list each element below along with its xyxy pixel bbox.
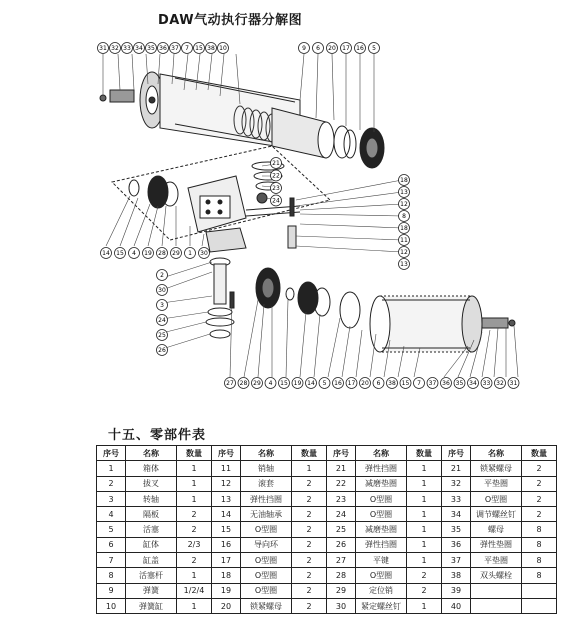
callout-number: 4 <box>132 250 136 257</box>
callout-top-left <box>158 43 169 54</box>
part-qty-cell: 8 <box>522 522 557 537</box>
part-qty-cell: 2/3 <box>177 537 212 552</box>
part-qty-cell: 1 <box>407 598 442 613</box>
callout-number: 13 <box>400 189 408 196</box>
part-name-cell: 名称 <box>126 446 177 461</box>
callout-number: 22 <box>272 172 280 180</box>
part-qty-cell: 2 <box>522 461 557 476</box>
part-number-cell: 21 <box>327 461 356 476</box>
part-qty-cell: 2 <box>292 583 327 598</box>
part-number-cell: 5 <box>97 522 126 537</box>
part-qty-cell: 2 <box>292 537 327 552</box>
part-name-cell: O型圈 <box>356 507 407 522</box>
part-name-cell: 弹性挡圈 <box>356 461 407 476</box>
callout-bottom-row <box>265 378 276 389</box>
callout-number: 18 <box>400 225 408 232</box>
part-name-cell <box>471 583 522 598</box>
callout-bottom-row <box>508 378 519 389</box>
part-qty-cell: 1 <box>407 537 442 552</box>
part-number-cell: 序号 <box>97 446 126 461</box>
callout-number: 37 <box>428 380 437 387</box>
part-name-cell: 螺母 <box>471 522 522 537</box>
callout-number: 12 <box>400 249 408 256</box>
callout-number: 24 <box>158 317 166 324</box>
part-qty-cell: 2 <box>177 553 212 568</box>
callout-number: 37 <box>171 45 179 52</box>
part-qty-cell: 1 <box>292 461 327 476</box>
callout-top-left <box>98 43 109 54</box>
callout-number: 34 <box>469 380 477 387</box>
part-number-cell: 11 <box>212 461 241 476</box>
part-name-cell: 名称 <box>241 446 292 461</box>
part-name-cell: O型圈 <box>356 491 407 506</box>
callout-top-right <box>369 43 380 54</box>
table-row <box>97 491 557 506</box>
part-name-cell: 弹性垫圈 <box>471 537 522 552</box>
callout-number: 38 <box>388 380 396 387</box>
callout-bottom-row <box>427 378 438 389</box>
part-name-cell: 锁紧螺母 <box>241 598 292 613</box>
callout-mid-right <box>399 247 410 258</box>
part-number-cell: 9 <box>97 583 126 598</box>
part-name-cell: O型圈 <box>241 583 292 598</box>
page-title: DAW气动执行器分解图 <box>158 13 303 28</box>
callout-left-column <box>157 330 168 341</box>
center-body-assembly <box>112 146 330 338</box>
part-name-cell: 双头螺栓 <box>471 568 522 583</box>
part-name-cell: 无油轴承 <box>241 507 292 522</box>
callout-left-column <box>157 270 168 281</box>
callout-bottom-row <box>468 378 479 389</box>
callout-number: 8 <box>402 213 406 220</box>
part-qty-cell: 8 <box>522 537 557 552</box>
part-name-cell: 平键 <box>356 553 407 568</box>
part-number-cell: 14 <box>212 507 241 522</box>
callout-number: 17 <box>347 380 356 387</box>
part-number-cell: 27 <box>327 553 356 568</box>
callout-number: 38 <box>207 45 215 52</box>
callout-left-bottom <box>129 248 140 259</box>
callout-number: 24 <box>272 197 280 205</box>
callout-number: 33 <box>123 45 131 52</box>
part-qty-cell: 8 <box>522 553 557 568</box>
callout-left-column <box>157 300 168 311</box>
callout-mid-right <box>271 195 282 206</box>
part-name-cell: 拔叉 <box>126 476 177 491</box>
part-number-cell: 13 <box>212 491 241 506</box>
callout-number: 14 <box>102 250 110 257</box>
callout-top-left <box>170 43 181 54</box>
callout-number: 6 <box>316 45 320 52</box>
callout-left-bottom <box>185 248 196 259</box>
parts-table-heading: 十五、零部件表 <box>108 428 207 443</box>
callout-top-left <box>122 43 133 54</box>
callout-left-bottom <box>157 248 168 259</box>
part-name-cell: 减磨垫圈 <box>356 476 407 491</box>
callout-mid-right <box>399 175 410 186</box>
part-number-cell: 17 <box>212 553 241 568</box>
part-name-cell: 转轴 <box>126 491 177 506</box>
callout-top-left <box>206 43 217 54</box>
callout-bottom-row <box>252 378 263 389</box>
part-number-cell: 23 <box>327 491 356 506</box>
part-number-cell: 37 <box>442 553 471 568</box>
part-name-cell: 滚套 <box>241 476 292 491</box>
part-name-cell: 缸盖 <box>126 553 177 568</box>
table-header-row <box>97 446 557 461</box>
part-name-cell: 弹性挡圈 <box>356 537 407 552</box>
part-number-cell: 18 <box>212 568 241 583</box>
part-number-cell: 26 <box>327 537 356 552</box>
part-qty-cell: 2 <box>292 568 327 583</box>
part-number-cell: 35 <box>442 522 471 537</box>
table-row <box>97 507 557 522</box>
callout-number: 19 <box>293 380 302 387</box>
part-qty-cell <box>522 583 557 598</box>
callout-left-bottom <box>101 248 112 259</box>
part-number-cell: 1 <box>97 461 126 476</box>
callout-left-bottom <box>171 248 182 259</box>
part-name-cell: 锁紧螺母 <box>471 461 522 476</box>
callout-number: 23 <box>272 185 280 192</box>
part-qty-cell: 2 <box>407 583 442 598</box>
callout-bottom-row <box>373 378 384 389</box>
part-number-cell: 21 <box>442 461 471 476</box>
part-number-cell: 22 <box>327 476 356 491</box>
part-number-cell: 38 <box>442 568 471 583</box>
part-qty-cell: 2 <box>292 522 327 537</box>
callout-bottom-row <box>481 378 492 389</box>
part-number-cell: 34 <box>442 507 471 522</box>
callout-number: 30 <box>158 287 166 294</box>
callout-number: 12 <box>400 201 408 208</box>
part-number-cell: 30 <box>327 598 356 613</box>
callout-top-left <box>134 43 145 54</box>
part-qty-cell <box>522 598 557 613</box>
callout-number: 29 <box>253 380 261 387</box>
part-name-cell: 隔板 <box>126 507 177 522</box>
callout-bottom-row <box>319 378 330 389</box>
part-number-cell: 24 <box>327 507 356 522</box>
part-qty-cell: 2 <box>522 476 557 491</box>
part-number-cell: 4 <box>97 507 126 522</box>
callout-number: 36 <box>442 380 450 387</box>
part-number-cell: 20 <box>212 598 241 613</box>
callout-number: 1 <box>188 250 192 257</box>
part-number-cell: 29 <box>327 583 356 598</box>
callout-number: 11 <box>400 237 408 244</box>
callout-bottom-row <box>238 378 249 389</box>
callout-number: 5 <box>372 45 376 52</box>
callout-mid-right <box>399 187 410 198</box>
table-row <box>97 537 557 552</box>
part-name-cell: 活塞杆 <box>126 568 177 583</box>
part-qty-cell: 1 <box>177 568 212 583</box>
callout-bottom-row <box>400 378 411 389</box>
callout-left-bottom <box>143 248 154 259</box>
callout-number: 3 <box>160 302 164 309</box>
callout-mid-right <box>399 259 410 270</box>
callout-number: 28 <box>239 380 248 387</box>
callout-number: 14 <box>307 380 315 387</box>
part-qty-cell: 8 <box>522 568 557 583</box>
part-number-cell: 36 <box>442 537 471 552</box>
callout-number: 9 <box>302 45 306 52</box>
callout-number: 16 <box>334 380 342 387</box>
part-number-cell: 2 <box>97 476 126 491</box>
part-number-cell: 25 <box>327 522 356 537</box>
callout-bottom-row <box>279 378 290 389</box>
callout-number: 16 <box>356 45 364 52</box>
callout-number: 4 <box>268 380 273 387</box>
callout-top-right <box>299 43 310 54</box>
callout-number: 15 <box>195 45 203 52</box>
callout-number: 15 <box>116 250 124 257</box>
callout-number: 20 <box>361 380 369 387</box>
part-number-cell: 40 <box>442 598 471 613</box>
callout-number: 25 <box>158 332 166 339</box>
callout-mid-right <box>399 223 410 234</box>
part-name-cell: 调节螺丝钉 <box>471 507 522 522</box>
part-name-cell: 销轴 <box>241 461 292 476</box>
callout-number: 10 <box>219 45 227 52</box>
part-name-cell: O型圈 <box>356 568 407 583</box>
part-qty-cell: 2 <box>292 491 327 506</box>
callout-left-column <box>157 345 168 356</box>
part-name-cell <box>471 598 522 613</box>
callout-mid-right <box>271 170 282 181</box>
callout-number: 13 <box>400 261 408 268</box>
part-number-cell: 33 <box>442 491 471 506</box>
table-row <box>97 568 557 583</box>
part-number-cell: 39 <box>442 583 471 598</box>
callout-top-right <box>341 43 352 54</box>
callout-mid-right <box>271 158 282 169</box>
callout-top-right <box>355 43 366 54</box>
lower-right-cylinder-assembly <box>256 268 515 352</box>
callout-number: 33 <box>482 380 491 387</box>
callout-number: 7 <box>185 45 189 52</box>
table-row <box>97 598 557 613</box>
part-name-cell: 平垫圈 <box>471 476 522 491</box>
callout-bottom-row <box>225 378 236 389</box>
callout-mid-right <box>399 199 410 210</box>
part-qty-cell: 2 <box>292 476 327 491</box>
callout-top-left <box>146 43 157 54</box>
part-qty-cell: 1 <box>177 598 212 613</box>
part-name-cell: O型圈 <box>241 568 292 583</box>
part-name-cell: O型圈 <box>241 553 292 568</box>
part-name-cell: O型圈 <box>471 491 522 506</box>
callout-bottom-row <box>333 378 344 389</box>
part-qty-cell: 数量 <box>407 446 442 461</box>
part-qty-cell: 2 <box>292 507 327 522</box>
table-row <box>97 553 557 568</box>
callout-top-left <box>194 43 205 54</box>
part-qty-cell: 2 <box>522 507 557 522</box>
part-name-cell: 减磨垫圈 <box>356 522 407 537</box>
part-name-cell: 平垫圈 <box>471 553 522 568</box>
callout-mid-right <box>399 235 410 246</box>
callout-number: 17 <box>342 45 350 52</box>
part-qty-cell: 数量 <box>177 446 212 461</box>
callout-top-left <box>218 43 229 54</box>
callout-top-right <box>313 43 324 54</box>
part-name-cell: O型圈 <box>241 522 292 537</box>
callout-number: 32 <box>496 380 504 387</box>
part-name-cell: 名称 <box>356 446 407 461</box>
callout-number: 19 <box>144 250 152 257</box>
callout-top-left <box>110 43 121 54</box>
table-row <box>97 522 557 537</box>
part-qty-cell: 2 <box>292 553 327 568</box>
callout-bottom-row <box>306 378 317 389</box>
table-row <box>97 476 557 491</box>
callout-number: 35 <box>455 380 464 387</box>
part-name-cell: 活塞 <box>126 522 177 537</box>
part-name-cell: 紧定螺丝钉 <box>356 598 407 613</box>
part-number-cell: 8 <box>97 568 126 583</box>
part-number-cell: 19 <box>212 583 241 598</box>
callout-left-column <box>157 285 168 296</box>
callout-number: 28 <box>158 250 166 257</box>
part-number-cell: 32 <box>442 476 471 491</box>
callout-bottom-row <box>387 378 398 389</box>
part-number-cell: 28 <box>327 568 356 583</box>
callout-number: 6 <box>376 380 381 387</box>
part-qty-cell: 数量 <box>522 446 557 461</box>
part-number-cell: 序号 <box>442 446 471 461</box>
callout-number: 27 <box>226 380 234 387</box>
callout-left-column <box>157 315 168 326</box>
callout-top-left <box>182 43 193 54</box>
part-qty-cell: 2 <box>407 568 442 583</box>
part-name-cell: 缸体 <box>126 537 177 552</box>
callout-number: 15 <box>280 380 288 387</box>
callout-bottom-row <box>346 378 357 389</box>
table-row <box>97 461 557 476</box>
callout-number: 36 <box>159 45 167 52</box>
part-name-cell: 箱体 <box>126 461 177 476</box>
callout-top-right <box>327 43 338 54</box>
part-qty-cell: 1 <box>407 553 442 568</box>
callout-number: 35 <box>147 45 155 52</box>
part-name-cell: 弹簧缸 <box>126 598 177 613</box>
part-qty-cell: 数量 <box>292 446 327 461</box>
callout-number: 31 <box>509 380 518 387</box>
callout-number: 20 <box>328 45 336 52</box>
callout-mid-right <box>271 183 282 194</box>
part-number-cell: 序号 <box>212 446 241 461</box>
part-number-cell: 序号 <box>327 446 356 461</box>
callout-left-bottom <box>115 248 126 259</box>
part-number-cell: 12 <box>212 476 241 491</box>
part-qty-cell: 1 <box>407 507 442 522</box>
part-name-cell: 导向环 <box>241 537 292 552</box>
top-spring-cylinder-assembly <box>100 72 384 168</box>
callout-bottom-row <box>495 378 506 389</box>
callout-mid-right <box>399 211 410 222</box>
part-number-cell: 10 <box>97 598 126 613</box>
part-qty-cell: 1 <box>407 522 442 537</box>
callout-number: 31 <box>99 45 107 52</box>
part-name-cell: 定位销 <box>356 583 407 598</box>
callout-bottom-row <box>454 378 465 389</box>
callout-bottom-row <box>441 378 452 389</box>
callout-bottom-row <box>360 378 371 389</box>
callout-number: 18 <box>400 177 408 184</box>
part-name-cell: 弹性挡圈 <box>241 491 292 506</box>
part-qty-cell: 1 <box>407 461 442 476</box>
callout-number: 30 <box>200 250 208 257</box>
callout-number: 21 <box>272 160 280 167</box>
parts-table <box>96 445 557 614</box>
part-qty-cell: 1 <box>177 491 212 506</box>
table-row <box>97 583 557 598</box>
callout-bottom-row <box>292 378 303 389</box>
part-qty-cell: 2 <box>177 507 212 522</box>
callout-number: 29 <box>172 250 180 257</box>
part-number-cell: 16 <box>212 537 241 552</box>
part-qty-cell: 1 <box>407 476 442 491</box>
part-qty-cell: 1/2/4 <box>177 583 212 598</box>
part-number-cell: 6 <box>97 537 126 552</box>
part-name-cell: 弹簧 <box>126 583 177 598</box>
callout-number: 34 <box>135 45 143 52</box>
callout-number: 5 <box>322 380 327 387</box>
part-number-cell: 15 <box>212 522 241 537</box>
callout-number: 32 <box>111 45 119 52</box>
part-qty-cell: 1 <box>177 476 212 491</box>
callout-number: 7 <box>417 380 421 387</box>
callout-number: 26 <box>158 347 166 354</box>
part-number-cell: 3 <box>97 491 126 506</box>
callout-number: 2 <box>160 272 164 279</box>
callout-left-bottom <box>199 248 210 259</box>
part-number-cell: 7 <box>97 553 126 568</box>
part-qty-cell: 2 <box>177 522 212 537</box>
callout-number: 15 <box>401 380 410 387</box>
part-qty-cell: 1 <box>177 461 212 476</box>
part-qty-cell: 2 <box>522 491 557 506</box>
part-qty-cell: 2 <box>292 598 327 613</box>
part-name-cell: 名称 <box>471 446 522 461</box>
part-qty-cell: 1 <box>407 491 442 506</box>
callout-bottom-row <box>414 378 425 389</box>
